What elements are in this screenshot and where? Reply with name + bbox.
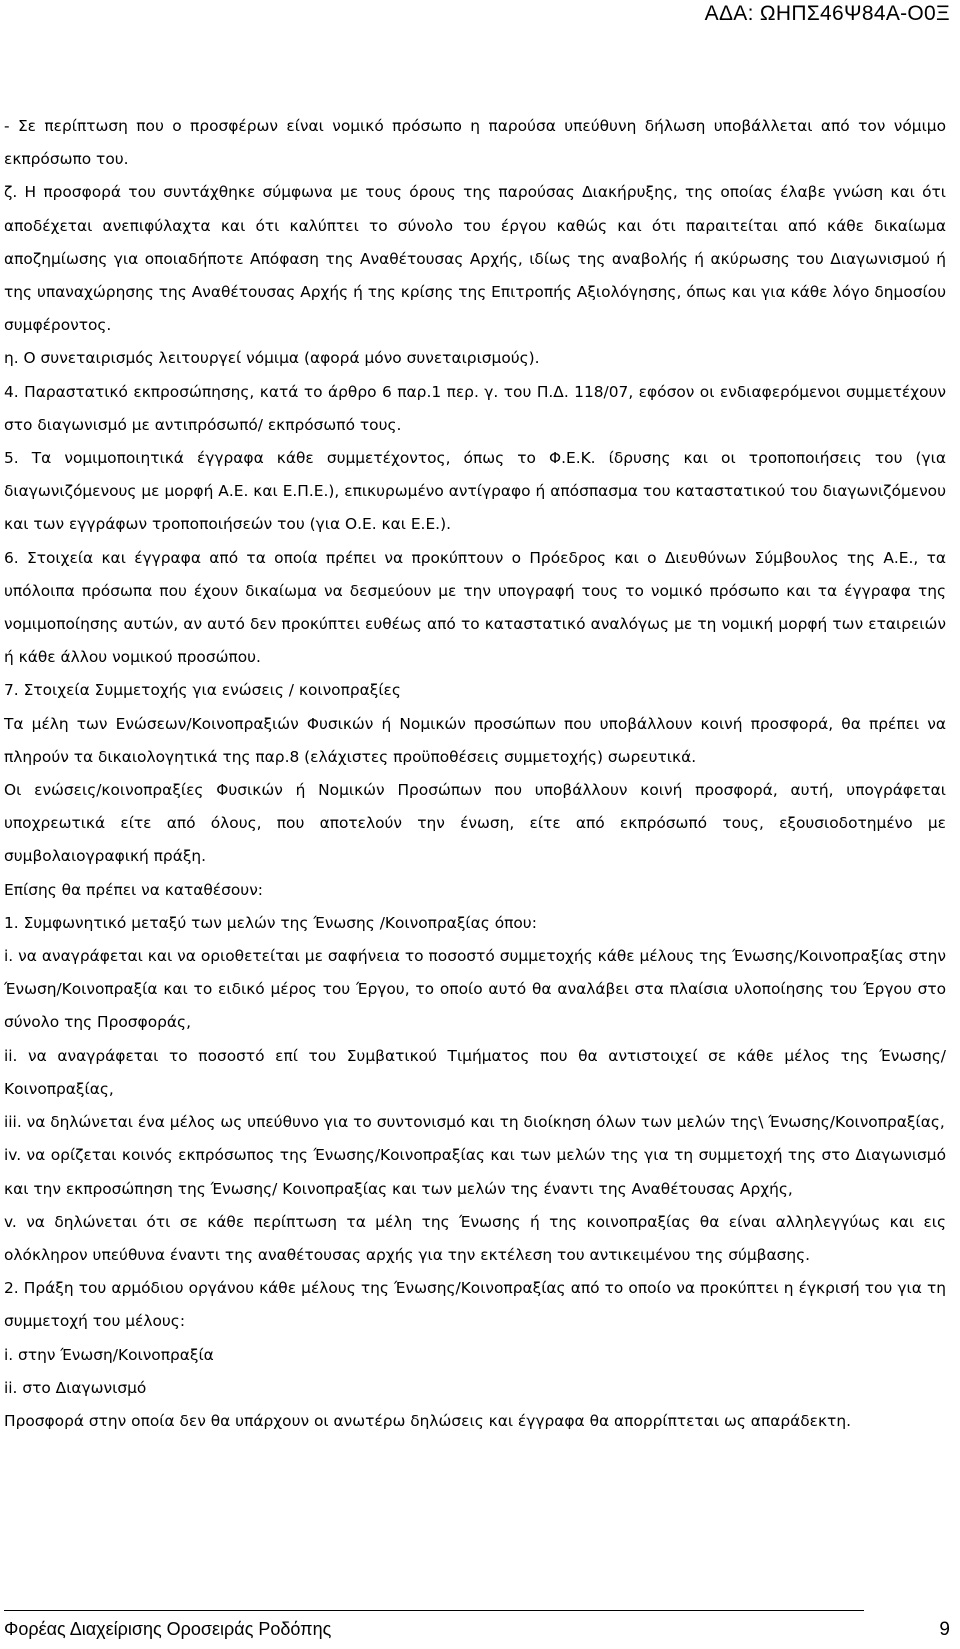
paragraph-item-5: 5. Τα νομιμοποιητικά έγγραφα κάθε συμμετέχοντος, όπως το Φ.Ε.Κ. ίδρυσης και οι τροποποιήσεις του (για διαγωνιζόμενους με μορφή Α.Ε. και Ε.Π.Ε.), επικυρωμένο αντίγραφο ή απόσπασμα του καταστατικού του διαγωνιζόμενου και των εγγράφων τροποποιήσεών του (για Ο.Ε. και Ε.Ε.).	[4, 449, 946, 534]
paragraph-also-submit: Επίσης θα πρέπει να καταθέσουν:	[4, 880, 263, 899]
paragraph-act-ii: ii. στο Διαγωνισμό	[4, 1378, 147, 1397]
paragraph-item-z: ζ. Η προσφορά του συντάχθηκε σύμφωνα με τους όρους της παρούσας Διακήρυξης, της οποίας έλαβε γνώση και ότι αποδέχεται ανεπιφύλαχτα και ότι καλύπτει το σύνολο του έργου καθώς και ότι παραιτείται από κάθε δικαίωμα αποζημίωσης για οποιαδήποτε Απόφαση της Αναθέτουσας Αρχής, ιδίως της αναβολής ή ακύρωσης του Διαγωνισμού ή της υπαναχώρησης της Αναθέτουσας Αρχής ή της κρίσης της Επιτροπής Αξιολόγησης, όπως και για κάθε λόγο δημοσίου συμφέροντος.	[4, 183, 946, 335]
document-body	[4, 110, 946, 1438]
paragraph-agreement: 1. Συμφωνητικό μεταξύ των μελών της Ένωσης /Κοινοπραξίας όπου:	[4, 913, 537, 932]
page-number: 9	[939, 1619, 950, 1640]
footer-divider	[4, 1610, 864, 1611]
paragraph-item-7-heading: 7. Στοιχεία Συμμετοχής για ενώσεις / κοινοπραξίες	[4, 681, 401, 700]
footer-organization: Φορέας Διαχείρισης Οροσειράς Ροδόπης	[4, 1619, 332, 1639]
paragraph-act-i: i. στην Ένωση/Κοινοπραξία	[4, 1345, 214, 1364]
paragraph-joint-members: Τα μέλη των Ενώσεων/Κοινοπραξιών Φυσικών ή Νομικών προσώπων που υποβάλλουν κοινή προσφορά, θα πρέπει να πληρούν τα δικαιολογητικά της παρ.8 (ελάχιστες προϋποθέσεις συμμετοχής) σωρευτικά.	[4, 714, 946, 766]
paragraph-sub-ii: ii. να αναγράφεται το ποσοστό επί του Συμβατικού Τιμήματος που θα αντιστοιχεί σε κάθε μέλος της Ένωσης/Κοινοπραξίας,	[4, 1046, 946, 1098]
ada-code: ΑΔΑ: ΩΗΠΣ46Ψ84Α-Ο0Ξ	[704, 2, 950, 25]
paragraph-sub-i: i. να αναγράφεται και να οριοθετείται με σαφήνεια το ποσοστό συμμετοχής κάθε μέλους της Ένωσης/Κοινοπραξίας στην Ένωση/Κοινοπραξία και το ειδικό μέρος του Έργου, το οποίο αυτό θα αναλάβει στα πλαίσια υλοποίησης του Έργου στο σύνολο της Προσφοράς,	[4, 947, 946, 1032]
paragraph-sub-v: v. να δηλώνεται ότι σε κάθε περίπτωση τα μέλη της Ένωσης ή της κοινοπραξίας θα είναι αλληλεγγύως και εις ολόκληρον υπεύθυνα έναντι της αναθέτουσας αρχής για την εκτέλεση του αντικειμένου της σύμβασης.	[4, 1212, 946, 1264]
paragraph-item-6: 6. Στοιχεία και έγγραφα από τα οποία πρέπει να προκύπτουν ο Πρόεδρος και ο Διευθύνων Σύμβουλος της Α.Ε., τα υπόλοιπα πρόσωπα που έχουν δικαίωμα να δεσμεύουν με την υπογραφή τους το νομικό πρόσωπο και τα έγγραφα της νομιμοποίησης αυτών, αν αυτό δεν προκύπτει ευθέως από το καταστατικό αναλόγως με τη νομική μορφή των εταιρειών ή κάθε άλλου νομικού προσώπου.	[4, 548, 946, 667]
paragraph-rejection: Προσφορά στην οποία δεν θα υπάρχουν οι ανωτέρω δηλώσεις και έγγραφα θα απορρίπτεται ως απαράδεκτη.	[4, 1411, 851, 1430]
paragraph-item-i: η. Ο συνεταιρισμός λειτουργεί νόμιμα (αφορά μόνο συνεταιρισμούς).	[4, 349, 540, 368]
paragraph-item-4: 4. Παραστατικό εκπροσώπησης, κατά το άρθρο 6 παρ.1 περ. γ. του Π.Δ. 118/07, εφόσον οι ενδιαφερόμενοι συμμετέχουν στο διαγωνισμό με αντιπρόσωπό/ εκπρόσωπό τους.	[4, 382, 946, 434]
paragraph-sub-iv: iv. να ορίζεται κοινός εκπρόσωπος της Ένωσης/Κοινοπραξίας και των μελών της για τη συμμετοχή της στο Διαγωνισμό και την εκπροσώπηση της Ένωσης/ Κοινοπραξίας και των μελών της έναντι της Αναθέτουσας Αρχής,	[4, 1146, 946, 1198]
paragraph-joint-offer: Οι ενώσεις/κοινοπραξίες Φυσικών ή Νομικών Προσώπων που υποβάλλουν κοινή προσφορά, αυτή, υπογράφεται υποχρεωτικά είτε από όλους, που αποτελούν την ένωση, είτε από εκπρόσωπό τους, εξουσιοδοτημένο με συμβολαιογραφική πράξη.	[4, 781, 946, 866]
paragraph-act-of-body: 2. Πράξη του αρμόδιου οργάνου κάθε μέλους της Ένωσης/Κοινοπραξίας από το οποίο να προκύπτει η έγκρισή του για τη συμμετοχή του μέλους:	[4, 1279, 946, 1331]
paragraph-legal-entity-note: - Σε περίπτωση που ο προσφέρων είναι νομικό πρόσωπο η παρούσα υπεύθυνη δήλωση υποβάλλεται από τον νόμιμο εκπρόσωπο του.	[4, 117, 946, 169]
paragraph-sub-iii: iii. να δηλώνεται ένα μέλος ως υπεύθυνο για το συντονισμό και τη διοίκηση όλων των μελών της\ Ένωσης/Κοινοπραξίας,	[4, 1113, 945, 1132]
